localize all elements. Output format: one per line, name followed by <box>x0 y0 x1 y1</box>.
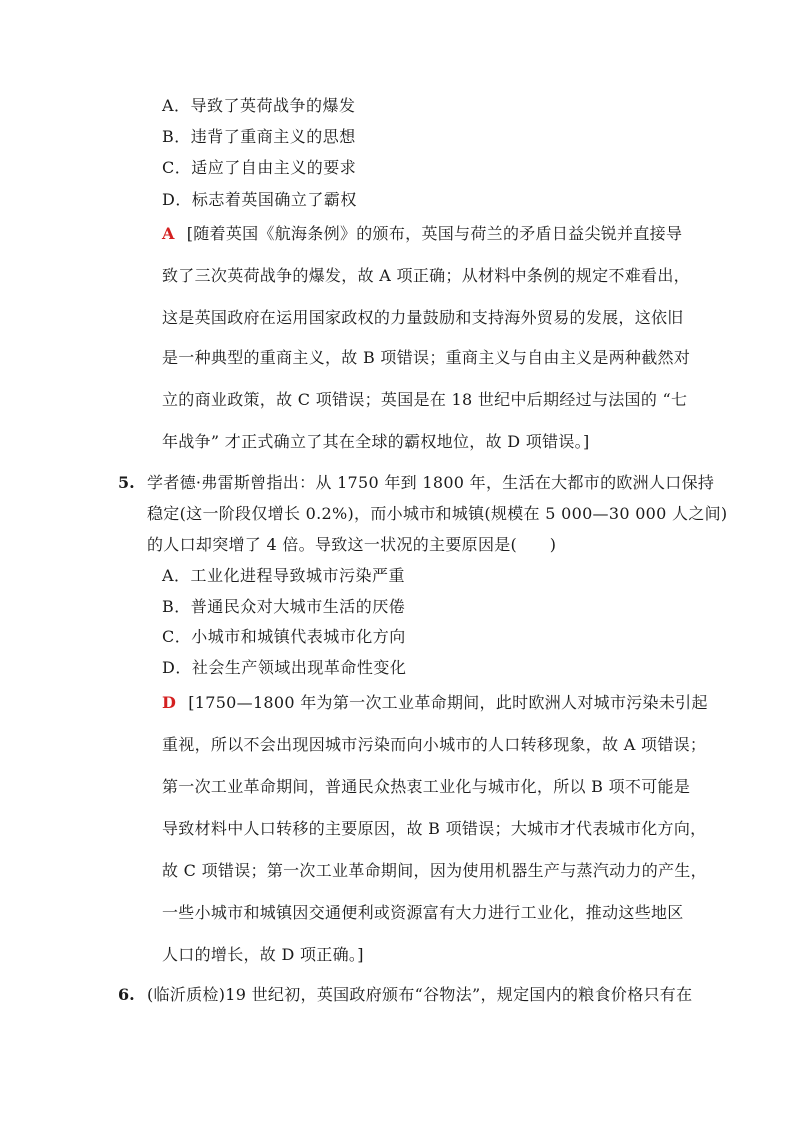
q5-answer: D <box>162 693 177 712</box>
q4-answer: A <box>162 224 175 243</box>
q5-explanation-line-6: 一些小城市和城镇因交通便利或资源富有大力进行工业化，推动这些地区 <box>162 903 684 922</box>
q5-explanation-line-3: 第一次工业革命期间，普通民众热衷工业化与城市化，所以 B 项不可能是 <box>162 777 691 796</box>
q5-number: 5. <box>118 473 135 492</box>
q4-explanation-line-1: A [随着英国《航海条例》的颁布，英国与荷兰的矛盾日益尖锐并直接导 <box>162 224 683 243</box>
q5-explanation-line-7: 人口的增长，故 D 项正确。] <box>162 945 364 964</box>
q5-stem-line-2: 稳定(这一阶段仅增长 0.2%)，而小城市和城镇(规模在 5 000—30 000 人之间) <box>147 504 728 523</box>
q5-explanation-line-4: 导致材料中人口转移的主要原因，故 B 项错误；大城市才代表城市化方向， <box>162 819 707 838</box>
q5-explanation-line-5: 故 C 项错误；第一次工业革命期间，因为使用机器生产与蒸汽动力的产生， <box>162 861 707 880</box>
q4-explanation-line-2: 致了三次英荷战争的爆发，故 A 项正确；从材料中条例的规定不难看出， <box>162 266 690 285</box>
q5-explanation-line-1: D [1750—1800 年为第一次工业革命期间，此时欧洲人对城市污染未引起 <box>162 693 708 712</box>
q5-option-d: D．社会生产领域出现革命性变化 <box>162 658 407 677</box>
q6-number: 6. <box>118 985 135 1004</box>
q4-explanation-line-6: 年战争” 才正式确立了其在全球的霸权地位，故 D 项错误。] <box>162 432 590 451</box>
q5-option-b: B．普通民众对大城市生活的厌倦 <box>162 597 406 616</box>
q4-explanation-line-3: 这是英国政府在运用国家政权的力量鼓励和支持海外贸易的发展，这依旧 <box>162 308 684 327</box>
q4-option-c: C．适应了自由主义的要求 <box>162 158 357 177</box>
q4-explanation-line-5: 立的商业政策，故 C 项错误；英国是在 18 世纪中后期经过与法国的 “七 <box>162 390 688 409</box>
q4-option-a: A．导致了英荷战争的爆发 <box>162 96 356 115</box>
q4-option-b: B．违背了重商主义的思想 <box>162 127 356 146</box>
q5-option-c: C．小城市和城镇代表城市化方向 <box>162 627 406 646</box>
q5-stem-line-3: 的人口却突增了 4 倍。导致这一状况的主要原因是( ) <box>147 535 557 554</box>
q6-stem-line-1: (临沂质检)19 世纪初，英国政府颁布“谷物法”，规定国内的粮食价格只有在 <box>147 985 693 1004</box>
q5-explanation-line-2: 重视，所以不会出现因城市污染而向小城市的人口转移现象，故 A 项错误； <box>162 735 707 754</box>
q5-stem-line-1: 学者德·弗雷斯曾指出：从 1750 年到 1800 年，生活在大都市的欧洲人口保持 <box>147 473 715 492</box>
q5-option-a: A．工业化进程导致城市污染严重 <box>162 566 406 585</box>
q4-option-d: D．标志着英国确立了霸权 <box>162 190 357 209</box>
q4-explanation-line-4: 是一种典型的重商主义，故 B 项错误；重商主义与自由主义是两种截然对 <box>162 348 691 367</box>
